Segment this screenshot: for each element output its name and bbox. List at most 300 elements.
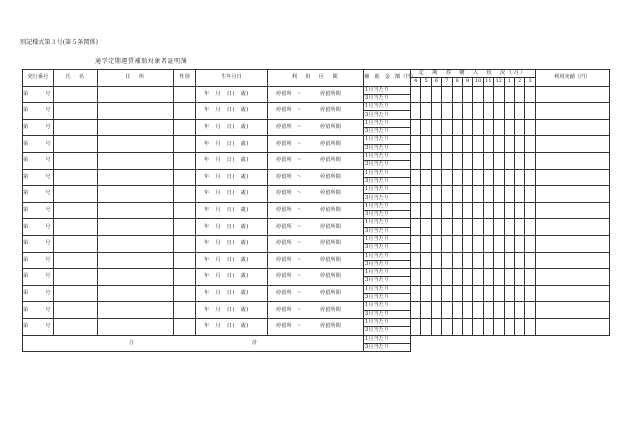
usage-cell[interactable]	[535, 152, 609, 169]
purchase-month-cell[interactable]	[483, 318, 493, 335]
purchase-month-cell[interactable]	[514, 318, 524, 335]
purchase-month-cell[interactable]	[504, 169, 514, 186]
purchase-month-cell[interactable]	[452, 186, 462, 203]
subsidy-1month-cell[interactable]: 1月当たり	[364, 235, 411, 243]
issue-no-cell[interactable]: 第 号	[23, 152, 54, 169]
purchase-month-cell[interactable]	[452, 235, 462, 252]
purchase-month-cell[interactable]	[411, 252, 421, 269]
gender-cell[interactable]	[174, 86, 196, 103]
name-cell[interactable]	[54, 302, 98, 319]
purchase-month-cell[interactable]	[473, 186, 483, 203]
purchase-month-cell[interactable]	[525, 186, 536, 203]
purchase-month-cell[interactable]	[411, 302, 421, 319]
purchase-month-cell[interactable]	[473, 169, 483, 186]
purchase-month-cell[interactable]	[494, 318, 504, 335]
purchase-month-cell[interactable]	[452, 318, 462, 335]
birthdate-cell[interactable]: 年 月 日( 歳)	[196, 302, 268, 319]
purchase-month-cell[interactable]	[504, 219, 514, 236]
gender-cell[interactable]	[174, 136, 196, 153]
issue-no-cell[interactable]: 第 号	[23, 219, 54, 236]
purchase-month-cell[interactable]	[504, 202, 514, 219]
address-cell[interactable]	[98, 136, 174, 153]
purchase-month-cell[interactable]	[483, 152, 493, 169]
purchase-month-cell[interactable]	[483, 285, 493, 302]
purchase-month-cell[interactable]	[514, 235, 524, 252]
purchase-month-cell[interactable]	[483, 136, 493, 153]
purchase-month-cell[interactable]	[473, 86, 483, 103]
usage-cell[interactable]	[535, 119, 609, 136]
address-cell[interactable]	[98, 119, 174, 136]
usage-cell[interactable]	[535, 269, 609, 286]
purchase-month-cell[interactable]	[514, 136, 524, 153]
name-cell[interactable]	[54, 202, 98, 219]
birthdate-cell[interactable]: 年 月 日( 歳)	[196, 202, 268, 219]
purchase-month-cell[interactable]	[411, 86, 421, 103]
purchase-month-cell[interactable]	[473, 285, 483, 302]
usage-cell[interactable]	[535, 136, 609, 153]
subsidy-1month-cell[interactable]: 1月当たり	[364, 86, 411, 94]
purchase-month-cell[interactable]	[504, 235, 514, 252]
address-cell[interactable]	[98, 219, 174, 236]
purchase-month-cell[interactable]	[442, 252, 452, 269]
route-cell[interactable]	[268, 235, 364, 252]
name-cell[interactable]	[54, 219, 98, 236]
purchase-month-cell[interactable]	[504, 269, 514, 286]
purchase-month-cell[interactable]	[421, 86, 431, 103]
purchase-month-cell[interactable]	[504, 318, 514, 335]
purchase-month-cell[interactable]	[494, 103, 504, 120]
name-cell[interactable]	[54, 169, 98, 186]
birthdate-cell[interactable]: 年 月 日( 歳)	[196, 119, 268, 136]
purchase-month-cell[interactable]	[525, 86, 536, 103]
subsidy-3month-cell[interactable]: 3月当たり	[364, 161, 411, 169]
purchase-month-cell[interactable]	[504, 252, 514, 269]
name-cell[interactable]	[54, 152, 98, 169]
purchase-month-cell[interactable]	[462, 186, 472, 203]
usage-cell[interactable]	[535, 186, 609, 203]
issue-no-cell[interactable]: 第 号	[23, 235, 54, 252]
total-1month-cell[interactable]: 1月当たり	[364, 335, 411, 343]
purchase-month-cell[interactable]	[514, 285, 524, 302]
birthdate-cell[interactable]: 年 月 日( 歳)	[196, 86, 268, 103]
subsidy-1month-cell[interactable]: 1月当たり	[364, 252, 411, 260]
purchase-month-cell[interactable]	[462, 285, 472, 302]
name-cell[interactable]	[54, 285, 98, 302]
purchase-month-cell[interactable]	[431, 103, 441, 120]
name-cell[interactable]	[54, 252, 98, 269]
purchase-month-cell[interactable]	[421, 103, 431, 120]
purchase-month-cell[interactable]	[431, 285, 441, 302]
route-cell[interactable]	[268, 202, 364, 219]
birthdate-cell[interactable]: 年 月 日( 歳)	[196, 252, 268, 269]
purchase-month-cell[interactable]	[494, 152, 504, 169]
purchase-month-cell[interactable]	[462, 119, 472, 136]
purchase-month-cell[interactable]	[442, 86, 452, 103]
usage-cell[interactable]	[535, 252, 609, 269]
purchase-month-cell[interactable]	[504, 103, 514, 120]
address-cell[interactable]	[98, 152, 174, 169]
subsidy-1month-cell[interactable]: 1月当たり	[364, 103, 411, 111]
route-cell[interactable]	[268, 136, 364, 153]
purchase-month-cell[interactable]	[421, 169, 431, 186]
purchase-month-cell[interactable]	[462, 86, 472, 103]
purchase-month-cell[interactable]	[431, 136, 441, 153]
purchase-month-cell[interactable]	[431, 119, 441, 136]
purchase-month-cell[interactable]	[525, 302, 536, 319]
gender-cell[interactable]	[174, 152, 196, 169]
purchase-month-cell[interactable]	[525, 152, 536, 169]
route-cell[interactable]	[268, 103, 364, 120]
purchase-month-cell[interactable]	[525, 103, 536, 120]
subsidy-3month-cell[interactable]: 3月当たり	[364, 144, 411, 152]
purchase-month-cell[interactable]	[421, 219, 431, 236]
purchase-month-cell[interactable]	[411, 186, 421, 203]
usage-cell[interactable]	[535, 103, 609, 120]
purchase-month-cell[interactable]	[525, 285, 536, 302]
purchase-month-cell[interactable]	[473, 119, 483, 136]
subsidy-3month-cell[interactable]: 3月当たり	[364, 128, 411, 136]
purchase-month-cell[interactable]	[462, 235, 472, 252]
purchase-month-cell[interactable]	[462, 219, 472, 236]
purchase-month-cell[interactable]	[525, 235, 536, 252]
purchase-month-cell[interactable]	[525, 119, 536, 136]
birthdate-cell[interactable]: 年 月 日( 歳)	[196, 103, 268, 120]
purchase-month-cell[interactable]	[421, 119, 431, 136]
subsidy-3month-cell[interactable]: 3月当たり	[364, 177, 411, 185]
purchase-month-cell[interactable]	[483, 86, 493, 103]
purchase-month-cell[interactable]	[442, 269, 452, 286]
subsidy-3month-cell[interactable]: 3月当たり	[364, 294, 411, 302]
usage-cell[interactable]	[535, 235, 609, 252]
address-cell[interactable]	[98, 202, 174, 219]
purchase-month-cell[interactable]	[452, 202, 462, 219]
purchase-month-cell[interactable]	[462, 152, 472, 169]
purchase-month-cell[interactable]	[452, 119, 462, 136]
purchase-month-cell[interactable]	[421, 136, 431, 153]
subsidy-3month-cell[interactable]: 3月当たり	[364, 244, 411, 252]
purchase-month-cell[interactable]	[421, 152, 431, 169]
purchase-month-cell[interactable]	[514, 186, 524, 203]
name-cell[interactable]	[54, 269, 98, 286]
purchase-month-cell[interactable]	[452, 285, 462, 302]
purchase-month-cell[interactable]	[452, 86, 462, 103]
birthdate-cell[interactable]: 年 月 日( 歳)	[196, 318, 268, 335]
issue-no-cell[interactable]: 第 号	[23, 302, 54, 319]
purchase-month-cell[interactable]	[504, 86, 514, 103]
birthdate-cell[interactable]: 年 月 日( 歳)	[196, 136, 268, 153]
gender-cell[interactable]	[174, 269, 196, 286]
purchase-month-cell[interactable]	[483, 119, 493, 136]
purchase-month-cell[interactable]	[421, 318, 431, 335]
purchase-month-cell[interactable]	[514, 202, 524, 219]
purchase-month-cell[interactable]	[411, 169, 421, 186]
route-cell[interactable]	[268, 252, 364, 269]
gender-cell[interactable]	[174, 103, 196, 120]
purchase-month-cell[interactable]	[431, 169, 441, 186]
purchase-month-cell[interactable]	[452, 302, 462, 319]
purchase-month-cell[interactable]	[514, 103, 524, 120]
subsidy-1month-cell[interactable]: 1月当たり	[364, 202, 411, 210]
purchase-month-cell[interactable]	[462, 136, 472, 153]
purchase-month-cell[interactable]	[494, 169, 504, 186]
purchase-month-cell[interactable]	[473, 269, 483, 286]
purchase-month-cell[interactable]	[462, 103, 472, 120]
purchase-month-cell[interactable]	[494, 302, 504, 319]
route-cell[interactable]	[268, 169, 364, 186]
purchase-month-cell[interactable]	[421, 252, 431, 269]
subsidy-1month-cell[interactable]: 1月当たり	[364, 119, 411, 127]
address-cell[interactable]	[98, 169, 174, 186]
subsidy-1month-cell[interactable]: 1月当たり	[364, 136, 411, 144]
purchase-month-cell[interactable]	[411, 235, 421, 252]
purchase-month-cell[interactable]	[431, 86, 441, 103]
gender-cell[interactable]	[174, 235, 196, 252]
purchase-month-cell[interactable]	[411, 269, 421, 286]
purchase-month-cell[interactable]	[494, 235, 504, 252]
usage-cell[interactable]	[535, 302, 609, 319]
purchase-month-cell[interactable]	[421, 186, 431, 203]
purchase-month-cell[interactable]	[504, 136, 514, 153]
subsidy-1month-cell[interactable]: 1月当たり	[364, 302, 411, 310]
purchase-month-cell[interactable]	[514, 169, 524, 186]
name-cell[interactable]	[54, 119, 98, 136]
subsidy-1month-cell[interactable]: 1月当たり	[364, 318, 411, 326]
purchase-month-cell[interactable]	[483, 103, 493, 120]
issue-no-cell[interactable]: 第 号	[23, 169, 54, 186]
purchase-month-cell[interactable]	[421, 285, 431, 302]
purchase-month-cell[interactable]	[462, 318, 472, 335]
purchase-month-cell[interactable]	[494, 136, 504, 153]
purchase-month-cell[interactable]	[525, 136, 536, 153]
usage-cell[interactable]	[535, 86, 609, 103]
issue-no-cell[interactable]: 第 号	[23, 202, 54, 219]
purchase-month-cell[interactable]	[483, 186, 493, 203]
name-cell[interactable]	[54, 136, 98, 153]
subsidy-3month-cell[interactable]: 3月当たり	[364, 194, 411, 202]
route-cell[interactable]	[268, 302, 364, 319]
purchase-month-cell[interactable]	[431, 186, 441, 203]
usage-cell[interactable]	[535, 202, 609, 219]
purchase-month-cell[interactable]	[452, 269, 462, 286]
purchase-month-cell[interactable]	[525, 202, 536, 219]
birthdate-cell[interactable]: 年 月 日( 歳)	[196, 285, 268, 302]
usage-cell[interactable]	[535, 219, 609, 236]
purchase-month-cell[interactable]	[514, 219, 524, 236]
purchase-month-cell[interactable]	[411, 119, 421, 136]
subsidy-1month-cell[interactable]: 1月当たり	[364, 186, 411, 194]
gender-cell[interactable]	[174, 318, 196, 335]
purchase-month-cell[interactable]	[442, 103, 452, 120]
purchase-month-cell[interactable]	[504, 186, 514, 203]
usage-cell[interactable]	[535, 169, 609, 186]
purchase-month-cell[interactable]	[473, 219, 483, 236]
purchase-month-cell[interactable]	[473, 235, 483, 252]
purchase-month-cell[interactable]	[421, 202, 431, 219]
purchase-month-cell[interactable]	[431, 152, 441, 169]
purchase-month-cell[interactable]	[442, 318, 452, 335]
name-cell[interactable]	[54, 318, 98, 335]
purchase-month-cell[interactable]	[452, 219, 462, 236]
purchase-month-cell[interactable]	[483, 202, 493, 219]
purchase-month-cell[interactable]	[431, 269, 441, 286]
purchase-month-cell[interactable]	[504, 302, 514, 319]
purchase-month-cell[interactable]	[431, 219, 441, 236]
total-3month-cell[interactable]: 3月当たり	[364, 343, 411, 351]
purchase-month-cell[interactable]	[411, 318, 421, 335]
purchase-month-cell[interactable]	[462, 302, 472, 319]
subsidy-3month-cell[interactable]: 3月当たり	[364, 277, 411, 285]
purchase-month-cell[interactable]	[452, 169, 462, 186]
purchase-month-cell[interactable]	[462, 269, 472, 286]
purchase-month-cell[interactable]	[462, 169, 472, 186]
purchase-month-cell[interactable]	[431, 252, 441, 269]
issue-no-cell[interactable]: 第 号	[23, 318, 54, 335]
route-cell[interactable]	[268, 269, 364, 286]
birthdate-cell[interactable]: 年 月 日( 歳)	[196, 235, 268, 252]
purchase-month-cell[interactable]	[473, 202, 483, 219]
route-cell[interactable]	[268, 152, 364, 169]
purchase-month-cell[interactable]	[442, 186, 452, 203]
subsidy-1month-cell[interactable]: 1月当たり	[364, 219, 411, 227]
purchase-month-cell[interactable]	[473, 318, 483, 335]
purchase-month-cell[interactable]	[442, 285, 452, 302]
gender-cell[interactable]	[174, 119, 196, 136]
purchase-month-cell[interactable]	[411, 219, 421, 236]
subsidy-1month-cell[interactable]: 1月当たり	[364, 269, 411, 277]
birthdate-cell[interactable]: 年 月 日( 歳)	[196, 169, 268, 186]
purchase-month-cell[interactable]	[452, 152, 462, 169]
subsidy-3month-cell[interactable]: 3月当たり	[364, 211, 411, 219]
purchase-month-cell[interactable]	[514, 152, 524, 169]
subsidy-1month-cell[interactable]: 1月当たり	[364, 285, 411, 293]
issue-no-cell[interactable]: 第 号	[23, 86, 54, 103]
purchase-month-cell[interactable]	[473, 302, 483, 319]
purchase-month-cell[interactable]	[421, 235, 431, 252]
route-cell[interactable]	[268, 119, 364, 136]
purchase-month-cell[interactable]	[483, 302, 493, 319]
purchase-month-cell[interactable]	[411, 152, 421, 169]
address-cell[interactable]	[98, 285, 174, 302]
issue-no-cell[interactable]: 第 号	[23, 119, 54, 136]
gender-cell[interactable]	[174, 219, 196, 236]
purchase-month-cell[interactable]	[525, 219, 536, 236]
route-cell[interactable]	[268, 285, 364, 302]
issue-no-cell[interactable]: 第 号	[23, 269, 54, 286]
gender-cell[interactable]	[174, 285, 196, 302]
name-cell[interactable]	[54, 103, 98, 120]
usage-cell[interactable]	[535, 318, 609, 335]
purchase-month-cell[interactable]	[504, 119, 514, 136]
route-cell[interactable]	[268, 318, 364, 335]
purchase-month-cell[interactable]	[494, 269, 504, 286]
name-cell[interactable]	[54, 235, 98, 252]
purchase-month-cell[interactable]	[442, 136, 452, 153]
address-cell[interactable]	[98, 235, 174, 252]
subsidy-3month-cell[interactable]: 3月当たり	[364, 327, 411, 335]
purchase-month-cell[interactable]	[473, 136, 483, 153]
route-cell[interactable]	[268, 186, 364, 203]
address-cell[interactable]	[98, 86, 174, 103]
purchase-month-cell[interactable]	[494, 202, 504, 219]
gender-cell[interactable]	[174, 186, 196, 203]
name-cell[interactable]	[54, 86, 98, 103]
purchase-month-cell[interactable]	[462, 202, 472, 219]
purchase-month-cell[interactable]	[494, 285, 504, 302]
gender-cell[interactable]	[174, 202, 196, 219]
purchase-month-cell[interactable]	[473, 252, 483, 269]
route-cell[interactable]	[268, 219, 364, 236]
subsidy-1month-cell[interactable]: 1月当たり	[364, 169, 411, 177]
purchase-month-cell[interactable]	[442, 119, 452, 136]
issue-no-cell[interactable]: 第 号	[23, 186, 54, 203]
subsidy-3month-cell[interactable]: 3月当たり	[364, 310, 411, 318]
purchase-month-cell[interactable]	[483, 252, 493, 269]
purchase-month-cell[interactable]	[431, 302, 441, 319]
issue-no-cell[interactable]: 第 号	[23, 285, 54, 302]
purchase-month-cell[interactable]	[452, 103, 462, 120]
purchase-month-cell[interactable]	[514, 86, 524, 103]
purchase-month-cell[interactable]	[514, 302, 524, 319]
purchase-month-cell[interactable]	[483, 169, 493, 186]
address-cell[interactable]	[98, 269, 174, 286]
purchase-month-cell[interactable]	[514, 252, 524, 269]
purchase-month-cell[interactable]	[494, 86, 504, 103]
address-cell[interactable]	[98, 302, 174, 319]
purchase-month-cell[interactable]	[462, 252, 472, 269]
purchase-month-cell[interactable]	[442, 169, 452, 186]
purchase-month-cell[interactable]	[411, 103, 421, 120]
address-cell[interactable]	[98, 186, 174, 203]
purchase-month-cell[interactable]	[525, 318, 536, 335]
address-cell[interactable]	[98, 318, 174, 335]
gender-cell[interactable]	[174, 252, 196, 269]
purchase-month-cell[interactable]	[514, 119, 524, 136]
purchase-month-cell[interactable]	[525, 269, 536, 286]
purchase-month-cell[interactable]	[473, 103, 483, 120]
route-cell[interactable]	[268, 86, 364, 103]
purchase-month-cell[interactable]	[452, 252, 462, 269]
issue-no-cell[interactable]: 第 号	[23, 103, 54, 120]
birthdate-cell[interactable]: 年 月 日( 歳)	[196, 269, 268, 286]
subsidy-3month-cell[interactable]: 3月当たり	[364, 260, 411, 268]
purchase-month-cell[interactable]	[452, 136, 462, 153]
birthdate-cell[interactable]: 年 月 日( 歳)	[196, 152, 268, 169]
purchase-month-cell[interactable]	[442, 235, 452, 252]
purchase-month-cell[interactable]	[442, 302, 452, 319]
usage-cell[interactable]	[535, 285, 609, 302]
purchase-month-cell[interactable]	[442, 219, 452, 236]
address-cell[interactable]	[98, 252, 174, 269]
birthdate-cell[interactable]: 年 月 日( 歳)	[196, 186, 268, 203]
purchase-month-cell[interactable]	[442, 202, 452, 219]
issue-no-cell[interactable]: 第 号	[23, 136, 54, 153]
subsidy-3month-cell[interactable]: 3月当たり	[364, 227, 411, 235]
subsidy-1month-cell[interactable]: 1月当たり	[364, 152, 411, 160]
purchase-month-cell[interactable]	[494, 186, 504, 203]
issue-no-cell[interactable]: 第 号	[23, 252, 54, 269]
purchase-month-cell[interactable]	[411, 136, 421, 153]
purchase-month-cell[interactable]	[494, 219, 504, 236]
purchase-month-cell[interactable]	[514, 269, 524, 286]
purchase-month-cell[interactable]	[483, 219, 493, 236]
purchase-month-cell[interactable]	[494, 252, 504, 269]
gender-cell[interactable]	[174, 169, 196, 186]
purchase-month-cell[interactable]	[525, 169, 536, 186]
purchase-month-cell[interactable]	[442, 152, 452, 169]
purchase-month-cell[interactable]	[483, 235, 493, 252]
purchase-month-cell[interactable]	[431, 235, 441, 252]
birthdate-cell[interactable]: 年 月 日( 歳)	[196, 219, 268, 236]
